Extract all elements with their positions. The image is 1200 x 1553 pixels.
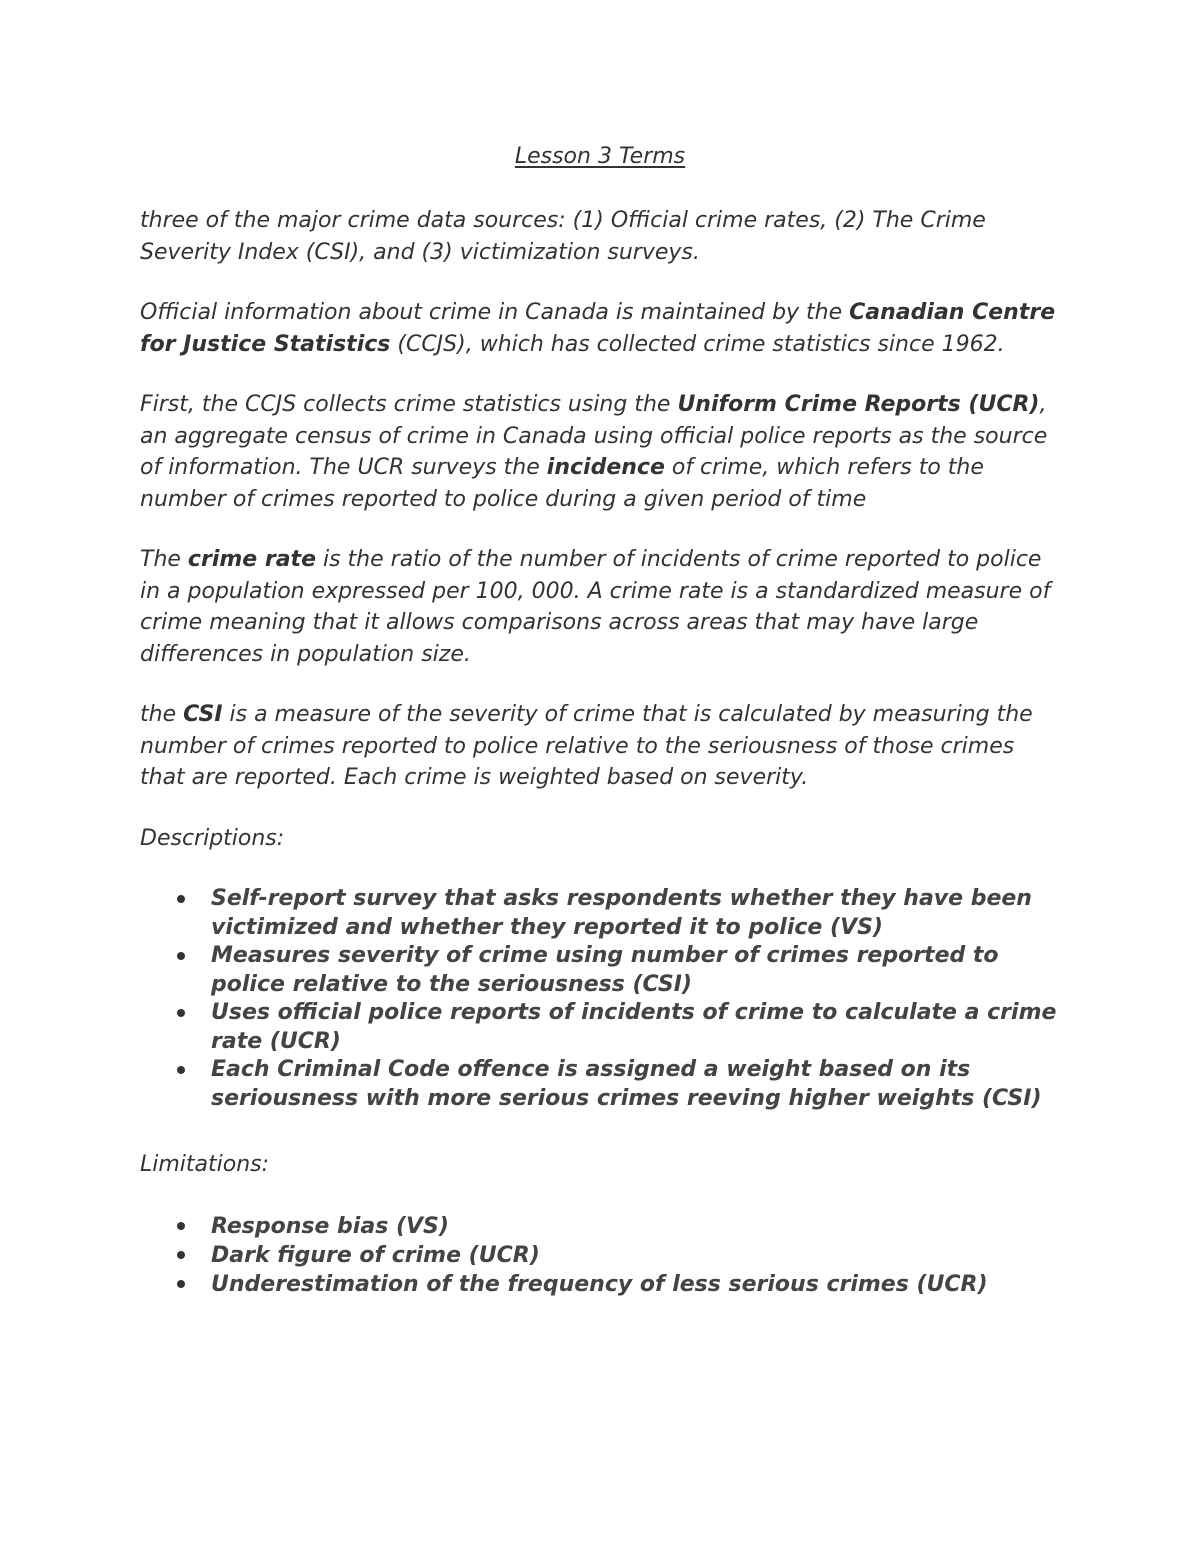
csi-term: CSI: [183, 702, 223, 727]
limitations-list: [140, 1212, 1065, 1299]
bullet-icon: [177, 1280, 185, 1288]
ccjs-text-after: (CCJS), which has collected crime statistics since 1962.: [390, 331, 1005, 357]
descriptions-label: Descriptions:: [140, 825, 285, 851]
limitation-text: Response bias (VS): [211, 1213, 449, 1239]
crime-rate-term: crime rate: [187, 547, 316, 572]
bullet-icon: [177, 1222, 185, 1230]
ucr-text-after: of crime, which refers to the number of crimes reported to police during a given period of time: [140, 455, 984, 512]
csi-text-before: the: [140, 702, 184, 727]
ccjs-term: Canadian Centre for Justice Statistics: [140, 300, 1056, 357]
bullet-icon: [177, 895, 185, 903]
document-body: [140, 205, 1065, 1335]
ucr-text-before: First, the CCJS collects crime statistics using the: [140, 392, 678, 417]
bullet-icon: [177, 1251, 185, 1259]
ucr-text-middle: , an aggregate census of crime in Canada using official police reports as the source of information. The UCR surveys the: [140, 392, 1048, 480]
list-item: [140, 999, 1065, 1056]
crime-rate-paragraph: [140, 544, 1065, 670]
crime-rate-text-before: The: [140, 547, 188, 572]
page-title: Lesson 3 Terms: [514, 144, 686, 169]
bullet-icon: [177, 952, 185, 960]
incidence-term: incidence: [546, 455, 665, 480]
description-text: Uses official police reports of incidents of crime to calculate a crime rate (UCR): [211, 1000, 1057, 1054]
csi-paragraph: [140, 699, 1065, 794]
ucr-term: Uniform Crime Reports (UCR): [677, 392, 1040, 417]
list-item: [140, 885, 1065, 942]
list-item: [140, 1056, 1065, 1113]
crime-rate-text-after: is the ratio of the number of incidents of crime reported to police in a population expressed per 100, 000. A crime rate is a standardized measure of crime meaning that it allows comparisons across areas that may have large differences in population size.: [140, 547, 1051, 667]
ccjs-paragraph: [140, 297, 1065, 360]
list-item: [140, 942, 1065, 999]
description-text: Measures severity of crime using number of crimes reported to police relative to the seriousness (CSI): [211, 943, 999, 997]
ucr-paragraph: [140, 389, 1065, 515]
limitation-text: Dark figure of crime (UCR): [211, 1242, 540, 1268]
csi-text-after: is a measure of the severity of crime that is calculated by measuring the number of crimes reported to police relative to the seriousness of those crimes that are reported. Each crime is weighted based on severity.: [140, 702, 1033, 790]
limitations-label: Limitations:: [140, 1152, 270, 1177]
description-text: Each Criminal Code offence is assigned a weight based on its seriousness with more serious crimes reeving higher weights (CSI): [211, 1057, 1042, 1111]
ccjs-text-before: Official information about crime in Canada is maintained by the: [140, 300, 850, 325]
intro-paragraph: three of the major crime data sources: (1) Official crime rates, (2) The Crime Severity Index (CSI), and (3) victimization surveys.: [140, 208, 986, 265]
bullet-icon: [177, 1009, 185, 1017]
bullet-icon: [177, 1066, 185, 1074]
limitation-text: Underestimation of the frequency of less serious crimes (UCR): [211, 1271, 988, 1297]
list-item: [140, 1270, 1065, 1299]
list-item: [140, 1241, 1065, 1270]
list-item: [140, 1212, 1065, 1241]
description-text: Self-report survey that asks respondents whether they have been victimized and whether they reported it to police (VS): [211, 886, 1032, 940]
descriptions-list: [140, 885, 1065, 1113]
